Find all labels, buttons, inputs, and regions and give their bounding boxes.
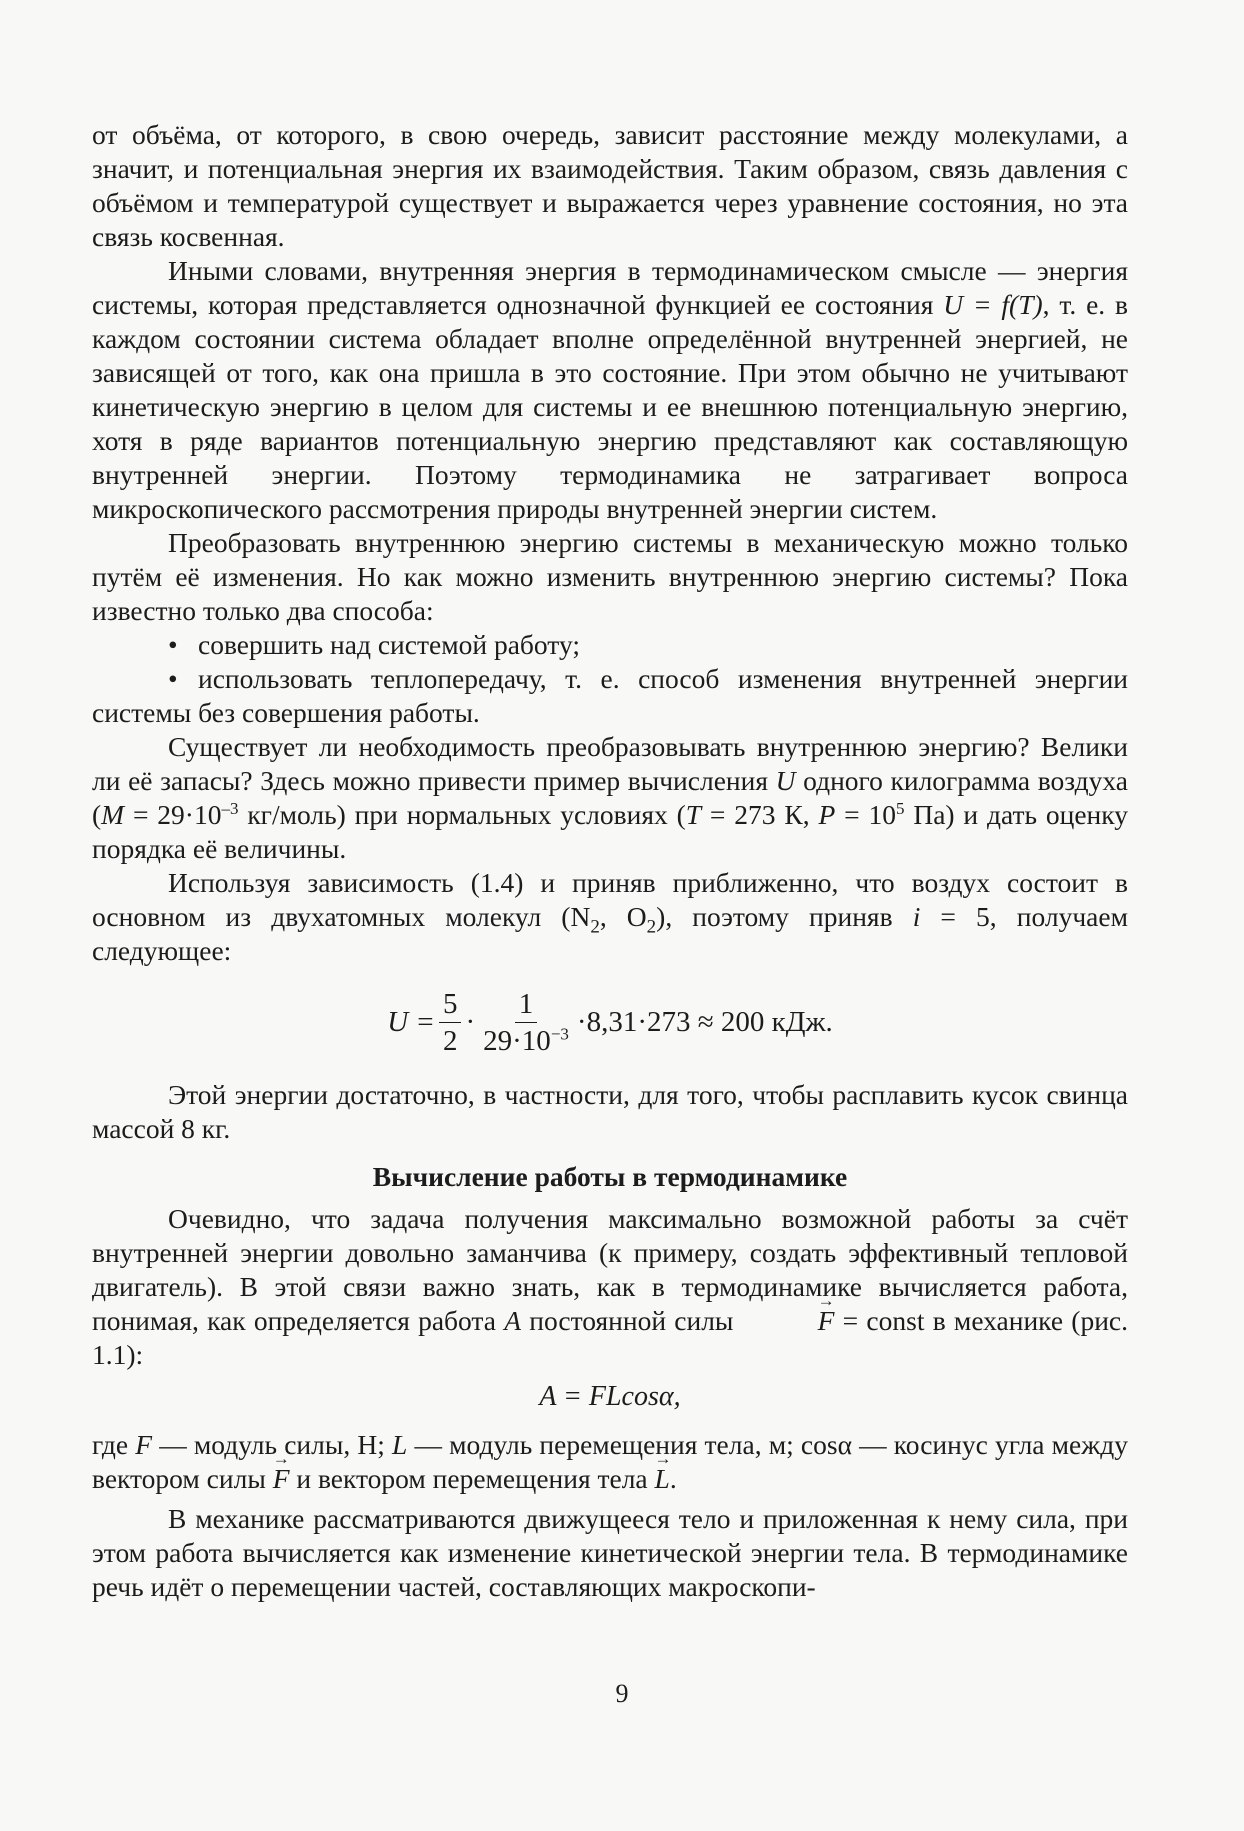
fraction-denominator-base: 29·10 bbox=[483, 1024, 551, 1057]
displacement-vector-symbol: → L bbox=[655, 1462, 670, 1496]
p4-d: кг/моль) при нормальных условиях ( bbox=[238, 799, 686, 830]
fraction-denominator bbox=[479, 1023, 573, 1057]
formula-lhs: U = bbox=[387, 1005, 435, 1038]
section-heading: Вычисление работы в термодинамике bbox=[372, 1161, 848, 1192]
p4-t: T bbox=[685, 799, 702, 830]
p5-sub2: 2 bbox=[646, 916, 657, 938]
paragraph-3: Преобразовать внутреннюю энергию системы в механическую можно только путём её изменения. Но как можно изменить внутреннюю энергию системы? Пока известно только два способа: bbox=[92, 527, 1128, 626]
p5-i: i bbox=[912, 901, 921, 932]
p8-f: F bbox=[135, 1429, 153, 1460]
paragraph-9: В механике рассматриваются движущееся тело и приложенная к нему сила, при этом работа вычисляется как изменение кинетической энергии тела. В термодинамике речь идёт о перемещении частей, составляющих макроскопи- bbox=[92, 1503, 1128, 1602]
fraction-denominator-exp: −3 bbox=[550, 1023, 569, 1043]
p8-c: — модуль перемещения тела, м; cosα — косинус угла между вектором силы bbox=[92, 1429, 1129, 1494]
force-vector-symbol: → F bbox=[273, 1462, 290, 1496]
p4-p: P bbox=[818, 799, 836, 830]
p4-b: одного килограмма воздуха ( bbox=[92, 765, 1128, 830]
paragraph-2 bbox=[92, 254, 1128, 526]
p7-a-symbol: A bbox=[504, 1305, 522, 1336]
energy-formula bbox=[92, 972, 1128, 1072]
paragraph-2-text-b: , т. е. в каждом состоянии система обладает вполне определённой внутренней энергией, не зависящей от того, как она пришла в это состояние. При этом обычно не учитывают кинетическую энергию в целом для системы и ее внешнюю потенциальную энергию, хотя в ряде вариантов потенциальную энергию представляют как составляющую внутренней энергии. Поэтому термодинамика не затрагивает вопроса микроскопического рассмотрения природы внутренней энергии систем. bbox=[92, 289, 1128, 524]
bullet-item-2-text: использовать теплопередачу, т. е. способ изменения внутренней энергии системы без совершения работы. bbox=[92, 663, 1128, 728]
p4-c: = 29·10 bbox=[124, 799, 222, 830]
p8-l: L bbox=[392, 1429, 408, 1460]
force-vector-symbol: → F bbox=[742, 1304, 835, 1338]
formula-rest: ·8,31·273 ≈ 200 кДж. bbox=[576, 1005, 833, 1038]
formula-dot: · bbox=[465, 1005, 476, 1038]
fraction-1-molar-mass bbox=[479, 988, 573, 1057]
p8-e: . bbox=[669, 1463, 677, 1494]
p5-sub1: 2 bbox=[590, 916, 600, 938]
paragraph-2-text-a: Иными словами, внутренняя энергия в термодинамическом смысле — энергия системы, которая представляется однозначной функцией ее состояния bbox=[92, 255, 1128, 320]
paragraph-8 bbox=[92, 1428, 1128, 1496]
p4-m: M bbox=[101, 799, 125, 830]
paragraph-7 bbox=[92, 1202, 1128, 1372]
fraction-numerator: 5 bbox=[439, 988, 462, 1023]
fraction-5-2 bbox=[439, 988, 462, 1057]
bullet-item-2 bbox=[92, 662, 1128, 730]
page-number: 9 bbox=[615, 1679, 629, 1708]
bullet-item-1 bbox=[92, 628, 1128, 662]
p5-c: ), поэтому приняв bbox=[656, 901, 913, 932]
p4-exp: –3 bbox=[221, 798, 239, 818]
p7-a: Очевидно, что задача получения максимально возможной работы за счёт внутренней энергии довольно заманчива (к примеру, создать эффективный тепловой двигатель). В этой связи важно знать, как в термодинамике вычисляется работа, понимая, как определяется работа bbox=[92, 1203, 1128, 1336]
p5-b: , O bbox=[599, 901, 647, 932]
bullet-item-1-text: совершить над системой работу; bbox=[198, 629, 580, 660]
p7-c: = const в механике (рис. 1.1): bbox=[92, 1305, 1129, 1370]
fraction-numerator: 1 bbox=[515, 988, 538, 1023]
p8-a: где bbox=[92, 1429, 136, 1460]
paragraph-6: Этой энергии достаточно, в частности, для того, чтобы расплавить кусок свинца массой 8 кг. bbox=[92, 1079, 1128, 1144]
p5-d: = 5, получаем следующее: bbox=[92, 901, 1128, 966]
bullet-icon: • bbox=[168, 629, 178, 660]
inline-formula-u-f-t: U = f(T) bbox=[943, 289, 1043, 320]
p4-u: U bbox=[775, 765, 796, 796]
p4-a: Существует ли необходимость преобразовывать внутреннюю энергию? Велики ли её запасы? Здесь можно привести пример вычисления bbox=[92, 731, 1128, 796]
p4-exp2: 5 bbox=[895, 798, 905, 818]
paragraph-4 bbox=[92, 730, 1128, 866]
work-formula: A = FLcosα, bbox=[539, 1381, 681, 1412]
p7-b: постоянной силы bbox=[521, 1305, 742, 1336]
p4-g: Па) и дать оценку порядка её величины. bbox=[92, 799, 1128, 864]
p8-b: — модуль силы, Н; bbox=[152, 1429, 393, 1460]
p5-a: Используя зависимость (1.4) и приняв приближенно, что воздух состоит в основном из двухатомных молекул (N bbox=[92, 867, 1128, 932]
p4-f: = 10 bbox=[835, 799, 896, 830]
p4-e: = 273 К, bbox=[701, 799, 819, 830]
p8-d: и вектором перемещения тела bbox=[289, 1463, 655, 1494]
bullet-icon: • bbox=[168, 663, 178, 694]
fraction-denominator: 2 bbox=[442, 1024, 458, 1057]
paragraph-1: от объёма, от которого, в свою очередь, зависит расстояние между молекулами, а значит, и потенциальная энергия их взаимодействия. Таким образом, связь давления с объёмом и температурой существует и выражается через уравнение состояния, но эта связь косвенная. bbox=[92, 119, 1128, 252]
paragraph-5 bbox=[92, 866, 1128, 968]
